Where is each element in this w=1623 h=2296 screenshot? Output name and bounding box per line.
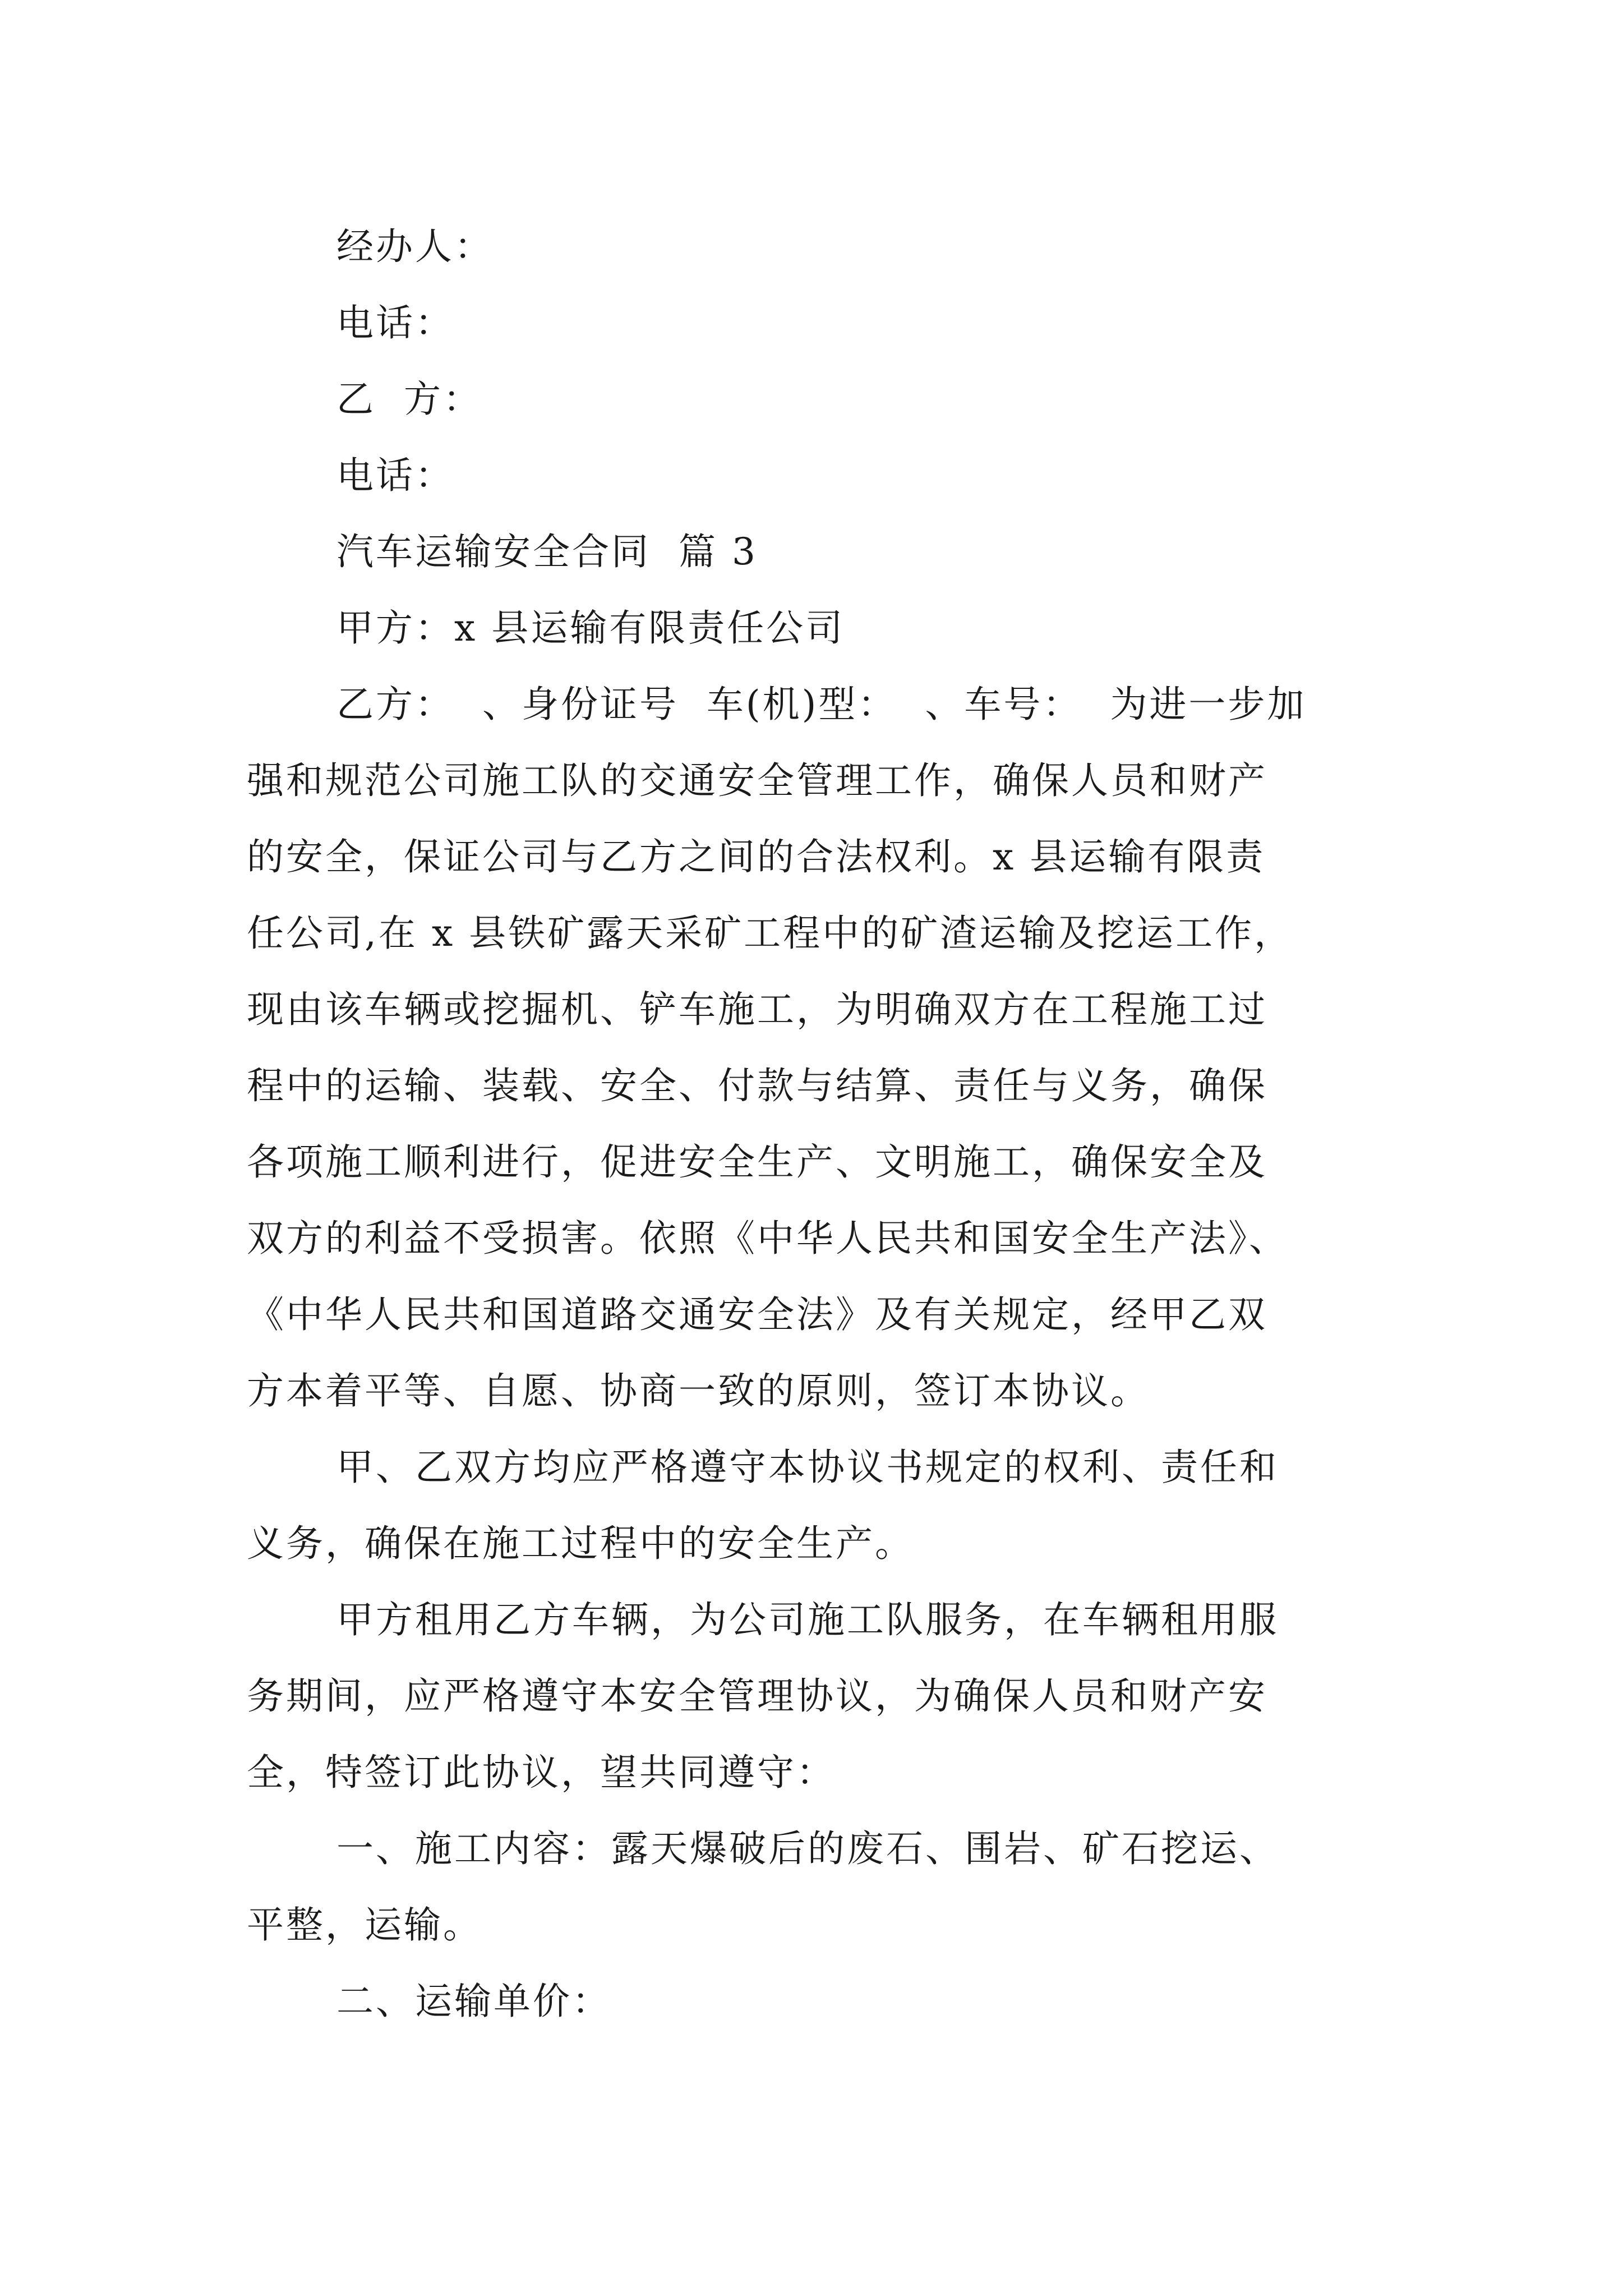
paragraph-1-line-6: 程中的运输、装载、安全、付款与结算、责任与义务，确保	[247, 1064, 1267, 1107]
paragraph-2-line-1: 甲、乙双方均应严格遵守本协议书规定的权利、责任和	[336, 1446, 1279, 1489]
paragraph-1-line-4: 任公司,在 x 县铁矿露天采矿工程中的矿渣运输及挖运工作，	[247, 912, 1294, 955]
paragraph-1-line-7: 各项施工顺利进行，促进安全生产、文明施工，确保安全及	[247, 1140, 1267, 1184]
paragraph-1-line-5: 现由该车辆或挖掘机、铲车施工，为明确双方在工程施工过	[247, 988, 1267, 1031]
phone-line-2: 电话：	[336, 454, 454, 497]
paragraph-1-line-10: 方本着平等、自愿、协商一致的原则，签订本协议。	[247, 1369, 1150, 1412]
paragraph-1-line-2: 强和规范公司施工队的交通安全管理工作，确保人员和财产	[247, 759, 1267, 802]
section-title: 汽车运输安全合同 篇 3	[336, 530, 758, 573]
handler-line: 经办人：	[336, 225, 494, 268]
party-b-line: 乙 方：	[336, 378, 482, 421]
paragraph-3-line-2: 务期间，应严格遵守本安全管理协议，为确保人员和财产安	[247, 1674, 1267, 1718]
paragraph-2-line-2: 义务，确保在施工过程中的安全生产。	[247, 1522, 914, 1565]
paragraph-3-line-3: 全，特签订此协议，望共同遵守：	[247, 1751, 836, 1794]
party-a-line: 甲方：x 县运输有限责任公司	[336, 606, 845, 650]
paragraph-1-line-1: 乙方： 、身份证号 车(机)型： 、车号： 为进一步加	[336, 683, 1307, 726]
paragraph-1-line-9: 《中华人民共和国道路交通安全法》及有关规定，经甲乙双	[247, 1293, 1267, 1336]
phone-line-1: 电话：	[336, 301, 454, 344]
paragraph-1-line-3: 的安全，保证公司与乙方之间的合法权利。x 县运输有限责	[247, 835, 1266, 878]
paragraph-3-line-1: 甲方租用乙方车辆，为公司施工队服务，在车辆租用服	[336, 1598, 1279, 1641]
item-1-line-1: 一、施工内容：露天爆破后的废石、围岩、矿石挖运、	[336, 1827, 1279, 1870]
item-1-line-2: 平整，运输。	[247, 1903, 482, 1947]
item-2-line-1: 二、运输单价：	[336, 1980, 611, 2023]
paragraph-1-line-8: 双方的利益不受损害。依照《中华人民共和国安全生产法》、	[247, 1217, 1288, 1260]
